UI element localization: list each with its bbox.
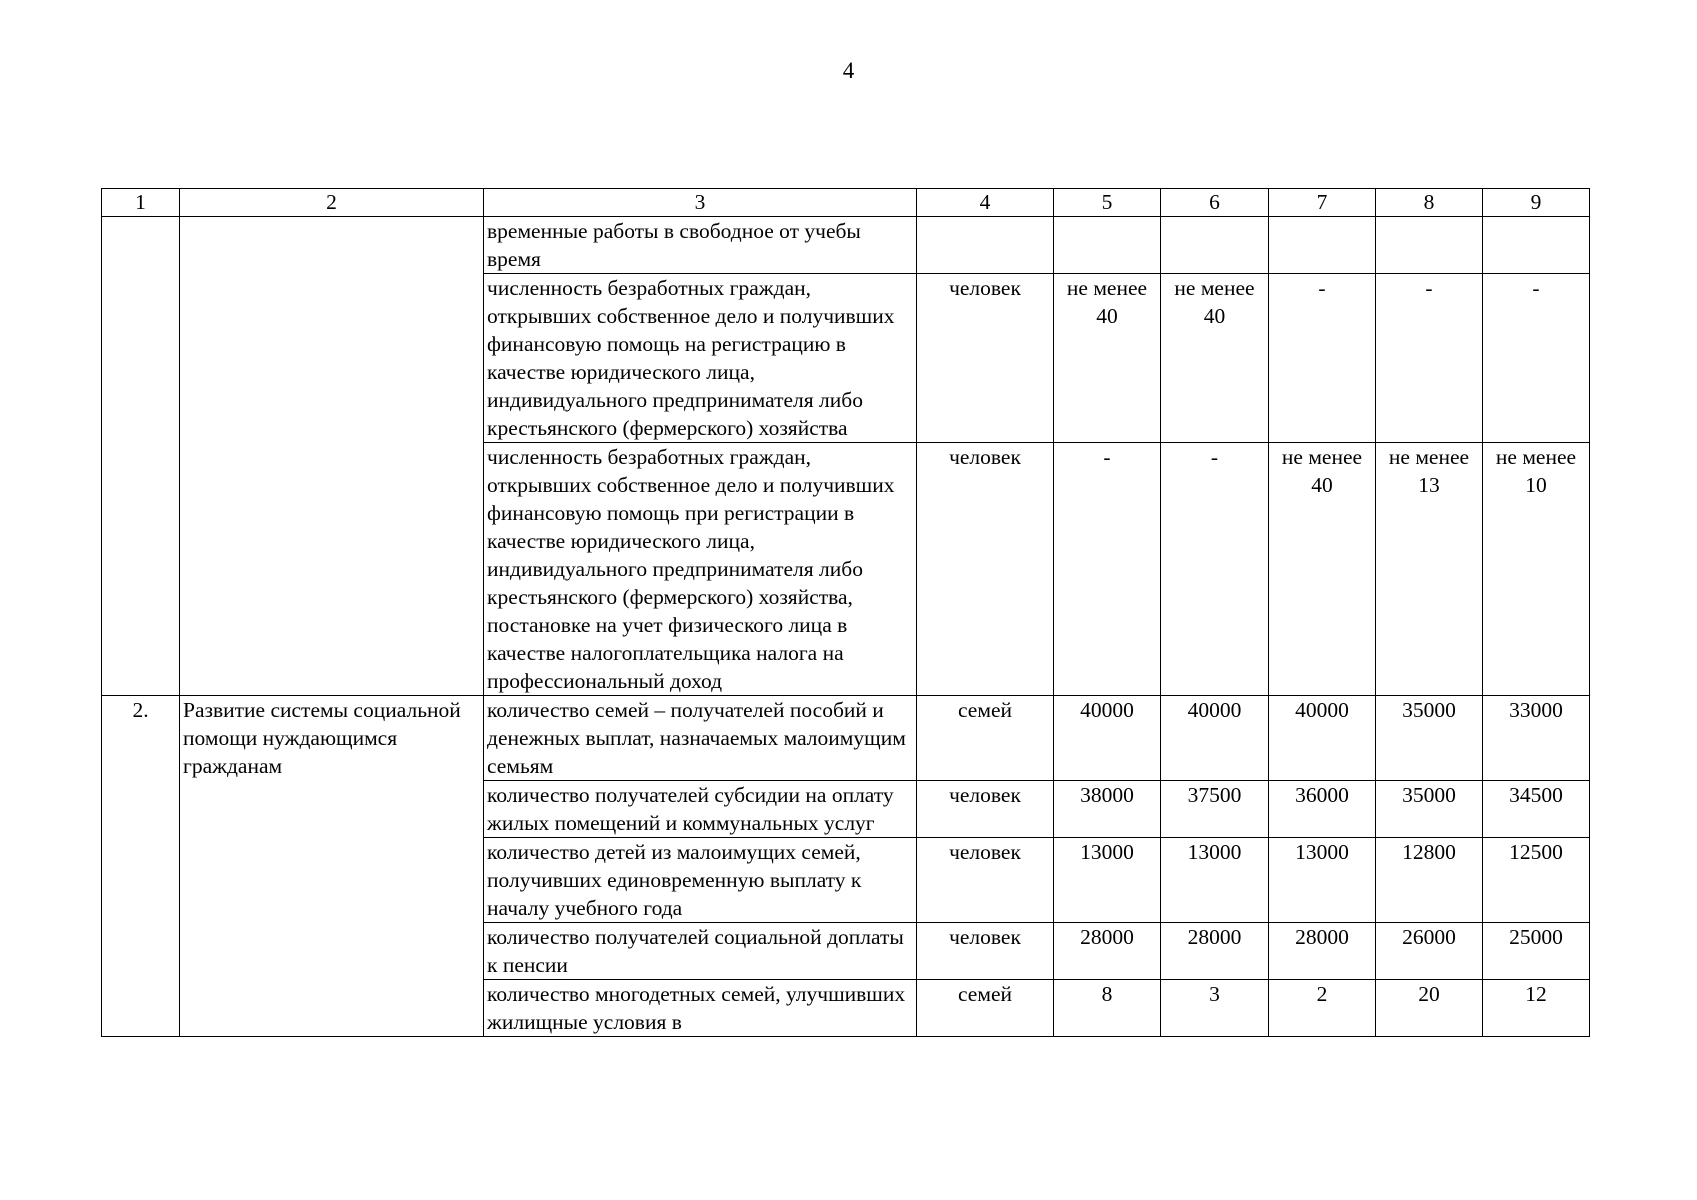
column-header: 1 (102, 189, 180, 217)
value-cell: - (1376, 274, 1483, 443)
value-cell (1161, 217, 1269, 274)
value-cell: 8 (1054, 980, 1161, 1037)
indicator-cell: временные работы в свободное от учебы время (484, 217, 917, 274)
value-cell: 28000 (1054, 923, 1161, 980)
column-header: 3 (484, 189, 917, 217)
value-cell: 13000 (1269, 838, 1376, 923)
value-cell: - (1054, 443, 1161, 696)
value-cell: 33000 (1483, 696, 1590, 781)
row-number-cell: 2. (102, 696, 180, 1037)
value-cell: 12500 (1483, 838, 1590, 923)
value-cell: 34500 (1483, 781, 1590, 838)
value-cell: 40000 (1161, 696, 1269, 781)
unit-cell: человек (917, 781, 1054, 838)
table-row (102, 696, 1590, 781)
value-cell (1483, 217, 1590, 274)
column-header: 9 (1483, 189, 1590, 217)
column-header: 6 (1161, 189, 1269, 217)
value-cell: 20 (1376, 980, 1483, 1037)
value-cell: 12800 (1376, 838, 1483, 923)
column-header: 2 (180, 189, 484, 217)
value-cell: не менее 40 (1269, 443, 1376, 696)
value-cell: 38000 (1054, 781, 1161, 838)
indicator-cell: количество детей из малоимущих семей, получивших единовременную выплату к началу учебного года (484, 838, 917, 923)
value-cell: 36000 (1269, 781, 1376, 838)
unit-cell (917, 217, 1054, 274)
row-number-cell (102, 217, 180, 696)
value-cell: 2 (1269, 980, 1376, 1037)
value-cell: 40000 (1269, 696, 1376, 781)
value-cell (1269, 217, 1376, 274)
unit-cell: человек (917, 838, 1054, 923)
column-header: 8 (1376, 189, 1483, 217)
value-cell: 3 (1161, 980, 1269, 1037)
indicator-cell: количество семей – получателей пособий и денежных выплат, назначаемых малоимущим семьям (484, 696, 917, 781)
unit-cell: семей (917, 980, 1054, 1037)
value-cell: не менее 10 (1483, 443, 1590, 696)
unit-cell: человек (917, 923, 1054, 980)
column-header: 5 (1054, 189, 1161, 217)
value-cell: не менее 40 (1161, 274, 1269, 443)
page-number: 4 (842, 58, 855, 83)
value-cell: 12 (1483, 980, 1590, 1037)
value-cell: 28000 (1269, 923, 1376, 980)
value-cell: - (1161, 443, 1269, 696)
value-cell: не менее 13 (1376, 443, 1483, 696)
value-cell (1376, 217, 1483, 274)
indicator-cell: численность безработных граждан, открывших собственное дело и получивших финансовую помощь на регистрацию в качестве юридического лица, индивидуального предпринимателя либо крестьянского (фермерского) хозяйства (484, 274, 917, 443)
value-cell: 35000 (1376, 781, 1483, 838)
value-cell: 26000 (1376, 923, 1483, 980)
indicator-cell: численность безработных граждан, открывших собственное дело и получивших финансовую помощь при регистрации в качестве юридического лица, индивидуального предпринимателя либо крестьянского (фермерского) хозяйства, постановке на учет физического лица в качестве налогоплательщика налога на профессиональный доход (484, 443, 917, 696)
value-cell (1054, 217, 1161, 274)
header-row (102, 189, 1590, 217)
indicators-table (101, 188, 1590, 1037)
value-cell: 37500 (1161, 781, 1269, 838)
column-header: 7 (1269, 189, 1376, 217)
value-cell: 35000 (1376, 696, 1483, 781)
value-cell: - (1483, 274, 1590, 443)
section-title-cell (180, 217, 484, 696)
indicator-cell: количество многодетных семей, улучшивших жилищные условия в (484, 980, 917, 1037)
value-cell: не менее 40 (1054, 274, 1161, 443)
table-row (102, 217, 1590, 274)
indicator-cell: количество получателей субсидии на оплату жилых помещений и коммунальных услуг (484, 781, 917, 838)
value-cell: 40000 (1054, 696, 1161, 781)
unit-cell: человек (917, 274, 1054, 443)
value-cell: 25000 (1483, 923, 1590, 980)
unit-cell: семей (917, 696, 1054, 781)
value-cell: 28000 (1161, 923, 1269, 980)
value-cell: - (1269, 274, 1376, 443)
value-cell: 13000 (1161, 838, 1269, 923)
unit-cell: человек (917, 443, 1054, 696)
value-cell: 13000 (1054, 838, 1161, 923)
section-title-cell: Развитие системы социальной помощи нуждающимся гражданам (180, 696, 484, 1037)
column-header: 4 (917, 189, 1054, 217)
indicator-cell: количество получателей социальной доплаты к пенсии (484, 923, 917, 980)
